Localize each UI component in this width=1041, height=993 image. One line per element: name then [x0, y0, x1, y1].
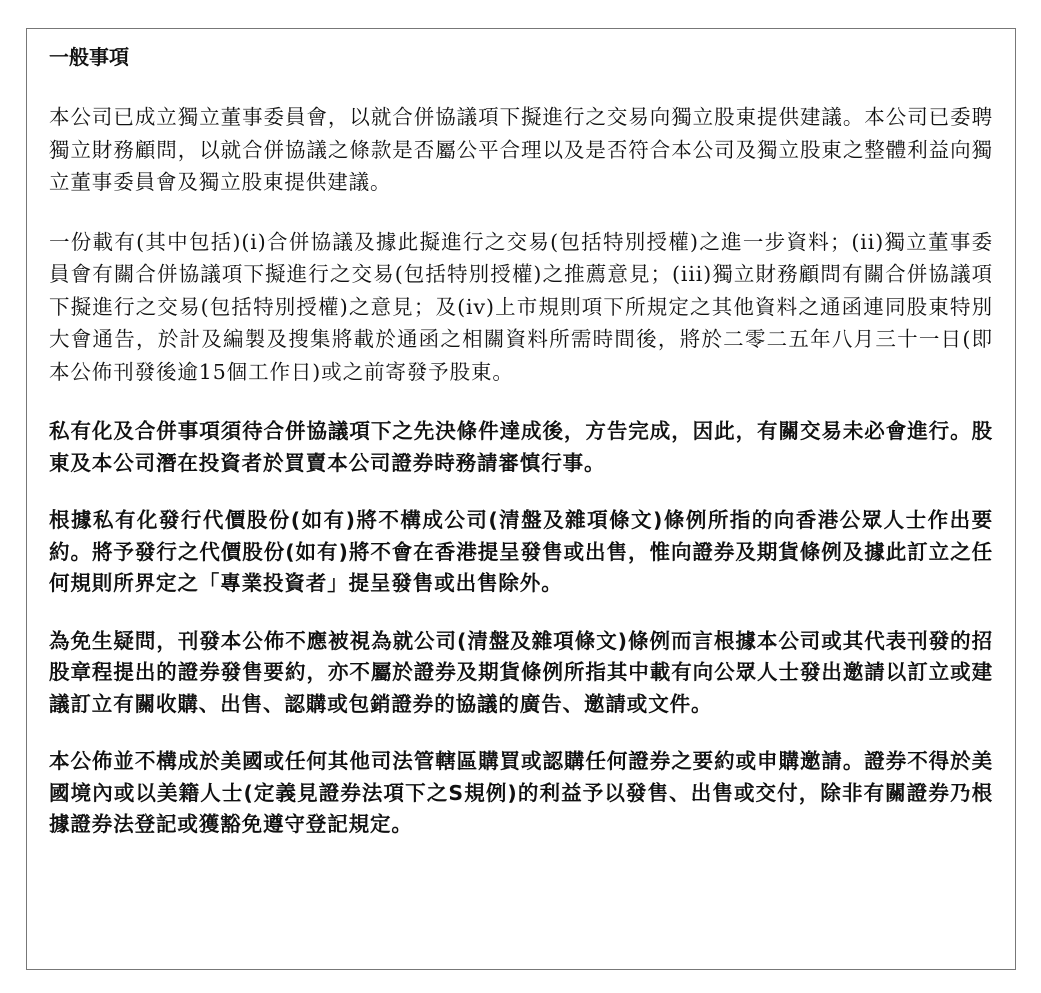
section-heading: 一般事項 — [49, 45, 129, 69]
paragraph-completion-warning: 私有化及合併事項須待合併協議項下之先決條件達成後，方告完成，因此，有關交易未必會進行。股東及本公司潛在投資者於買賣本公司證券時務請審慎行事。 — [49, 419, 993, 475]
paragraph-us-securities: 本公佈並不構成於美國或任何其他司法管轄區購買或認購任何證券之要約或申購邀請。證券不得於美國境內或以美籍人士(定義見證券法項下之S規例)的利益予以發售、出售或交付，除非有關證券乃根據證券法登記或獲豁免遵守登記規定。 — [49, 749, 993, 836]
paragraph-no-prospectus: 為免生疑問，刊發本公佈不應被視為就公司(清盤及雜項條文)條例而言根據本公司或其代表刊發的招股章程提出的證券發售要約，亦不屬於證券及期貨條例所指其中載有向公眾人士發出邀請以訂立或建議訂立有關收購、出售、認購或包銷證券的協議的廣告、邀請或文件。 — [49, 628, 993, 716]
general-matters-box — [26, 28, 1016, 970]
paragraph-consideration-shares-offer: 根據私有化發行代價股份(如有)將不構成公司(清盤及雜項條文)條例所指的向香港公眾人士作出要約。將予發行之代價股份(如有)將不會在香港提呈發售或出售，惟向證券及期貨條例及據此訂立之任何規則所界定之「專業投資者」提呈發售或出售除外。 — [49, 508, 993, 595]
paragraph-circular-dispatch: 一份載有(其中包括)(i)合併協議及據此擬進行之交易(包括特別授權)之進一步資料；(ii)獨立董事委員會有關合併協議項下擬進行之交易(包括特別授權)之推薦意見；(iii)獨立財務顧問有關合併協議項下擬進行之交易(包括特別授權)之意見；及(iv)上市規則項下所規定之其他資料之通函連同股東特別大會通告，於計及編製及搜集將載於通函之相關資料所需時間後，將於二零二五年八月三十一日(即本公佈刊發後逾15個工作日)或之前寄發予股東。 — [49, 229, 993, 384]
paragraph-independent-board-committee: 本公司已成立獨立董事委員會，以就合併協議項下擬進行之交易向獨立股東提供建議。本公司已委聘獨立財務顧問，以就合併協議之條款是否屬公平合理以及是否符合本公司及獨立股東之整體利益向獨立董事委員會及獨立股東提供建議。 — [49, 105, 993, 194]
